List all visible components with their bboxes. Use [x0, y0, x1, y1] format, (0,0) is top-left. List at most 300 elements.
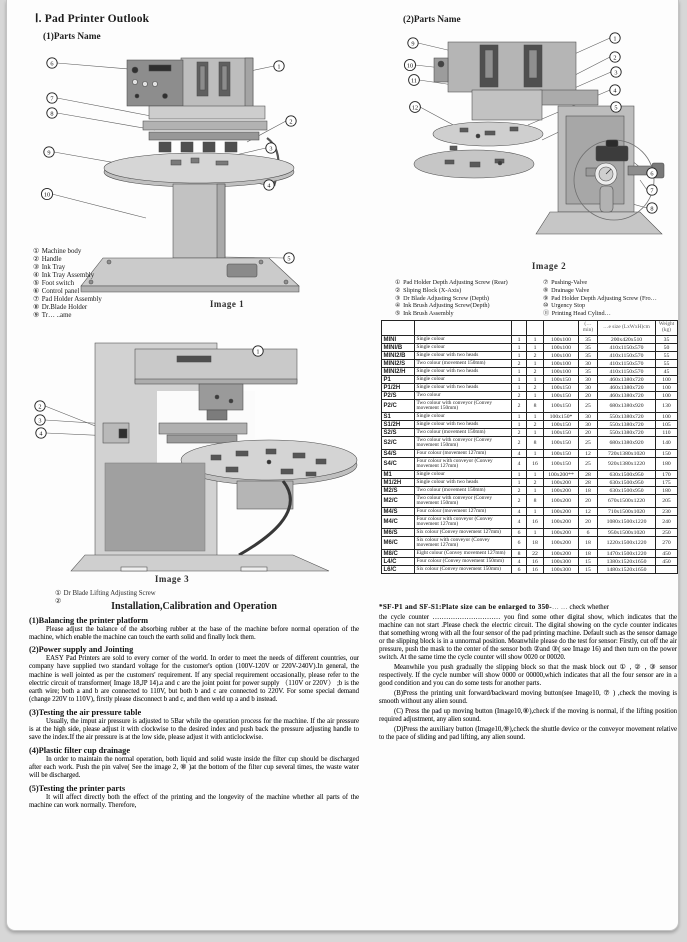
- machine-size-cell: 550x1380x720: [598, 421, 656, 429]
- parts-list-item: ⑦ Pad Holder Assembly: [33, 295, 102, 303]
- model-cell: P1/2H: [382, 384, 415, 392]
- parts-list-item: ⑥ Control panel: [33, 287, 80, 295]
- machine-size-cell: 680x1380x920: [598, 437, 656, 450]
- image-2-caption: Image 2: [531, 261, 567, 271]
- value-cell: 30: [579, 384, 598, 392]
- parts-list-item: ② Sliping Block (X-Axis): [395, 286, 462, 294]
- callout-number: 2: [289, 118, 293, 126]
- plate-size-cell: 100x150: [544, 450, 579, 458]
- value-cell: 16: [527, 566, 544, 574]
- parts-list-item: ⑨ Pad Holder Depth Adjusting Screw (Fro…: [543, 294, 657, 302]
- spec-table-row: [382, 458, 678, 471]
- value-cell: 35: [579, 336, 598, 344]
- paragraph-cycle-counter: the cycle counter ………………………… you find some other digital show, which indicates that the machine can not start .Please check the electric circuit. The digital showing on the cycle counter indicates that something wrong with all the four sensor of the pad printing machine. Default such as the sensor damage or the slipping block is in a unnormal position. Meanwhile please do the test for sensor: Firstly, cut off the air pressure, push the mask to the center of the sensor both ②and ③( see Image 16) and then turn on the power switch. At the same time the cycle counter will show 0020 or 00020.: [379, 614, 677, 661]
- parts-list-item: ⑪ Printing Head Cylind…: [543, 310, 611, 318]
- spec-table-row: [382, 516, 678, 529]
- value-cell: 2: [527, 479, 544, 487]
- parts-list-item: ① Pad Holder Depth Adjusting Screw (Rear): [395, 279, 508, 286]
- value-cell: 8: [527, 495, 544, 508]
- value-cell: 2: [512, 392, 527, 400]
- model-cell: MINI2/B: [382, 352, 415, 360]
- value-cell: 8: [527, 437, 544, 450]
- type-cell: Single colour with two heads: [415, 368, 512, 376]
- plate-size-cell: 100x200: [544, 537, 579, 550]
- machine-size-cell: 410x1150x570: [598, 360, 656, 368]
- callout-number: 4: [39, 430, 43, 438]
- col-header: [544, 321, 579, 336]
- type-cell: Six colour with conveyor (Convey movement 127mm): [415, 537, 512, 550]
- value-cell: 1: [512, 368, 527, 376]
- spec-table-row: [382, 471, 678, 479]
- plate-size-cell: 100x200: [544, 487, 579, 495]
- machine-size-cell: 1470x1500x1220: [598, 550, 656, 558]
- model-cell: MINI2/S: [382, 360, 415, 368]
- weight-cell: 240: [656, 516, 678, 529]
- type-cell: Four colour with conveyor (Convey movement 127mm): [415, 516, 512, 529]
- callout-number: 10: [43, 191, 51, 199]
- value-cell: 28: [579, 479, 598, 487]
- machine-size-cell: 950x1500x1020: [598, 529, 656, 537]
- image-2-parts-list-left: [395, 279, 545, 318]
- spec-table-row: [382, 429, 678, 437]
- value-cell: 22: [527, 550, 544, 558]
- value-cell: 35: [579, 352, 598, 360]
- type-cell: Two colour: [415, 392, 512, 400]
- value-cell: 1: [527, 487, 544, 495]
- callout-number: 3: [38, 417, 42, 425]
- value-cell: 20: [579, 516, 598, 529]
- col-header: [415, 321, 512, 336]
- value-cell: 15: [579, 566, 598, 574]
- value-cell: 30: [579, 360, 598, 368]
- parts-list-item: ⑨ Tr… ..ame: [33, 311, 72, 319]
- model-cell: S4/S: [382, 450, 415, 458]
- image-1-caption: Image 1: [209, 299, 245, 309]
- weight-cell: 100: [656, 413, 678, 421]
- image-2-illustration: [390, 28, 679, 266]
- pad-printer-two-head-view: [411, 42, 664, 234]
- callout-number: 2: [38, 403, 42, 411]
- callout-number: 6: [650, 170, 654, 178]
- type-cell: Single colour: [415, 336, 512, 344]
- plate-size-cell: 100x150: [544, 400, 579, 413]
- callout-number: 8: [50, 110, 54, 118]
- plate-size-cell: 100x100: [544, 368, 579, 376]
- spec-table-row: [382, 487, 678, 495]
- operation-section: [29, 784, 359, 810]
- pad-printer-side-view: [71, 343, 357, 571]
- value-cell: 2: [527, 421, 544, 429]
- plate-size-cell: 100x200: [544, 508, 579, 516]
- image-2-figure: [390, 28, 679, 266]
- spec-table-row: [382, 479, 678, 487]
- value-cell: 1: [512, 376, 527, 384]
- spec-table-body: [382, 336, 678, 574]
- value-cell: 20: [579, 429, 598, 437]
- plate-size-cell: 100x150: [544, 421, 579, 429]
- model-cell: M4/S: [382, 508, 415, 516]
- paragraph-step-b: (B)Press the printing unit forward/backward moving button(see Image10, ⑦ ) ,check the moving is smooth without any alien sound.: [379, 689, 677, 705]
- spec-table-row: [382, 537, 678, 550]
- spec-table-row: [382, 384, 678, 392]
- value-cell: 16: [527, 458, 544, 471]
- value-cell: 1: [527, 392, 544, 400]
- plate-size-cell: 100x150: [544, 392, 579, 400]
- page-title: Ⅰ. Pad Printer Outlook: [35, 13, 150, 25]
- spec-table-row: [382, 550, 678, 558]
- type-cell: Four colour (Convey movement 150mm): [415, 558, 512, 566]
- machine-size-cell: 920x1380x1220: [598, 458, 656, 471]
- plate-size-cell: 100x100: [544, 344, 579, 352]
- type-cell: Single colour: [415, 413, 512, 421]
- weight-cell: 270: [656, 537, 678, 550]
- operation-text-column: [29, 601, 359, 810]
- spec-table-row: [382, 368, 678, 376]
- spec-table-row: [382, 450, 678, 458]
- machine-size-cell: 200x420x510: [598, 336, 656, 344]
- weight-cell: 175: [656, 479, 678, 487]
- type-cell: Six colour (Convey movement 127mm): [415, 529, 512, 537]
- callout-number: 3: [269, 145, 273, 153]
- value-cell: 30: [579, 421, 598, 429]
- weight-cell: 100: [656, 376, 678, 384]
- value-cell: 18: [579, 550, 598, 558]
- col-header: (…min): [579, 321, 598, 336]
- parts-list-item: ③ Dr Blade Adjusting Screw (Depth): [395, 294, 489, 302]
- value-cell: 12: [579, 508, 598, 516]
- parts-list-item: ⑤ Ink Brush Assembly: [395, 310, 454, 318]
- value-cell: 1: [527, 529, 544, 537]
- type-cell: Single colour with two heads: [415, 479, 512, 487]
- value-cell: 1: [512, 421, 527, 429]
- parts-list-item: ⑩ Urgency Stop: [543, 302, 586, 310]
- weight-cell: 45: [656, 368, 678, 376]
- operation-section: [29, 616, 359, 642]
- machine-size-cell: 410x1150x570: [598, 352, 656, 360]
- callout-number: 6: [50, 60, 54, 68]
- value-cell: 1: [512, 336, 527, 344]
- spec-table-row: [382, 344, 678, 352]
- weight-cell: 230: [656, 508, 678, 516]
- parts-list-item: ① Machine body: [33, 248, 82, 255]
- model-cell: MINI2/H: [382, 368, 415, 376]
- type-cell: Two colour with conveyor (Convey movement 150mm): [415, 400, 512, 413]
- machine-size-cell: 630x1500x950: [598, 471, 656, 479]
- value-cell: 1: [527, 508, 544, 516]
- operation-section-body: Please adjust the balance of the absorbing rubber at the base of the machine before normal operation of the machine, which enable the machine can touch the earth solid and finally lock them.: [29, 625, 359, 641]
- callout-number: 9: [411, 40, 415, 48]
- weight-cell: [656, 566, 678, 574]
- model-cell: MINI: [382, 336, 415, 344]
- model-cell: S1/2H: [382, 421, 415, 429]
- image-2-parts-list-right: [543, 279, 679, 318]
- value-cell: 1: [512, 471, 527, 479]
- value-cell: 8: [512, 550, 527, 558]
- callout-number: 7: [50, 95, 54, 103]
- image-3-illustration: [31, 327, 366, 573]
- model-cell: L6/C: [382, 566, 415, 574]
- image-3-caption: Image 3: [154, 574, 190, 584]
- plate-size-cell: 100x200: [544, 550, 579, 558]
- plate-size-cell: 100x150: [544, 437, 579, 450]
- operation-heading: Installation,Calibration and Operation: [111, 601, 277, 612]
- col-header: [382, 321, 415, 336]
- value-cell: 2: [512, 360, 527, 368]
- table-note: *SF-P1 and SF-S1:Plate size can be enlarged to 350-: [379, 603, 552, 611]
- paragraph-slipping-block: Meanwhile you push gradually the slipping block so that the mask block out ① , ② , ③ sensor respectively. If the cycle number will show 0000 or 00000,which indicates that all the four sensor are in a good condition and you can do some tests for another parts.: [379, 663, 677, 687]
- type-cell: Two colour (movement 150mm): [415, 360, 512, 368]
- weight-cell: 180: [656, 458, 678, 471]
- type-cell: Two colour with conveyor (Convey movement 150mm): [415, 437, 512, 450]
- model-cell: M2/S: [382, 487, 415, 495]
- value-cell: 15: [579, 558, 598, 566]
- type-cell: Single colour: [415, 471, 512, 479]
- machine-size-cell: 460x1380x720: [598, 376, 656, 384]
- machine-size-cell: 550x1380x720: [598, 429, 656, 437]
- operation-section-heading: (1)Balancing the printer platform: [29, 615, 148, 625]
- type-cell: Single colour: [415, 376, 512, 384]
- weight-cell: 35: [656, 336, 678, 344]
- type-cell: Four colour with conveyor (Convey movement 127mm): [415, 458, 512, 471]
- model-cell: M6/S: [382, 529, 415, 537]
- model-cell: P1: [382, 376, 415, 384]
- weight-cell: 110: [656, 429, 678, 437]
- callout-number: 12: [411, 104, 419, 112]
- callout-number: 8: [650, 205, 654, 213]
- callout-number: 10: [406, 62, 414, 70]
- image-1-parts-list: [33, 248, 203, 320]
- value-cell: 4: [512, 508, 527, 516]
- parts-list-item: ③ Ink Tray: [33, 263, 66, 271]
- value-cell: 2: [527, 384, 544, 392]
- operation-section-body: Usually, the imput air pressure is adjusted to 5Bar while the operation process for the machine. If the air pressure is at the high side, please adjust it with clockwise to the desired index and push back the pressure adjusting handle to save the index.If the air pressure is at the low side, please adjust it with anticlockwise.: [29, 717, 359, 742]
- value-cell: 16: [527, 516, 544, 529]
- model-cell: S2/S: [382, 429, 415, 437]
- model-cell: M1/2H: [382, 479, 415, 487]
- callout-number: 9: [47, 149, 51, 157]
- spec-table-header-row: [382, 321, 678, 336]
- model-cell: L4/C: [382, 558, 415, 566]
- type-cell: Single colour with two heads: [415, 384, 512, 392]
- machine-size-cell: 710x1500x1020: [598, 508, 656, 516]
- value-cell: 35: [579, 344, 598, 352]
- plate-size-cell: 100x100: [544, 336, 579, 344]
- value-cell: 30: [579, 413, 598, 421]
- value-cell: 30: [579, 376, 598, 384]
- weight-cell: 180: [656, 487, 678, 495]
- value-cell: 2: [527, 352, 544, 360]
- operation-section-heading: (5)Testing the printer parts: [29, 783, 126, 793]
- value-cell: 4: [512, 558, 527, 566]
- lead-fragment: check whether: [569, 604, 609, 611]
- type-cell: Two colour (movement 150mm): [415, 429, 512, 437]
- type-cell: Single colour with two heads: [415, 352, 512, 360]
- spec-table-row: [382, 529, 678, 537]
- type-cell: Single colour: [415, 344, 512, 352]
- model-cell: MINI/B: [382, 344, 415, 352]
- value-cell: 2: [512, 495, 527, 508]
- spec-table-row: [382, 437, 678, 450]
- value-cell: 18: [579, 487, 598, 495]
- machine-size-cell: 1380x1520x1650: [598, 558, 656, 566]
- value-cell: 6: [512, 529, 527, 537]
- type-cell: Four colour (movement 127mm): [415, 450, 512, 458]
- model-cell: S2/C: [382, 437, 415, 450]
- value-cell: 4: [512, 458, 527, 471]
- parts-list-item: ⑦ Pushing-Valve: [543, 279, 588, 286]
- plate-size-cell: 100x200**: [544, 471, 579, 479]
- weight-cell: 100: [656, 384, 678, 392]
- callout-number: 5: [287, 255, 291, 263]
- callout-number: 1: [277, 63, 281, 71]
- spec-table-row: [382, 336, 678, 344]
- machine-size-cell: 1480x1520x1650: [598, 566, 656, 574]
- weight-cell: 150: [656, 450, 678, 458]
- type-cell: Single colour with two heads: [415, 421, 512, 429]
- paragraph-step-d: (D)Press the auxiliary button (Image10,⑨),check the shuttle device or the conveyor movement relative to the pace of sliding and pad lifting, any alien sound.: [379, 726, 677, 742]
- operation-sections: [29, 616, 359, 811]
- value-cell: 1: [527, 450, 544, 458]
- plate-size-cell: 100x200: [544, 479, 579, 487]
- plate-size-cell: 100x150: [544, 429, 579, 437]
- value-cell: 1: [527, 360, 544, 368]
- spec-table-row: [382, 352, 678, 360]
- value-cell: 2: [512, 400, 527, 413]
- value-cell: 25: [579, 400, 598, 413]
- plate-size-cell: 100x300: [544, 566, 579, 574]
- col-header-size: …e size (LxWxH)cm: [598, 321, 656, 336]
- model-cell: M1: [382, 471, 415, 479]
- plate-size-cell: 100x150: [544, 376, 579, 384]
- callout-number: 11: [410, 77, 418, 85]
- callout-number: 3: [614, 69, 618, 77]
- value-cell: 1: [512, 384, 527, 392]
- weight-cell: 50: [656, 344, 678, 352]
- value-cell: 16: [527, 558, 544, 566]
- model-cell: P2/S: [382, 392, 415, 400]
- weight-cell: 55: [656, 352, 678, 360]
- spec-table-row: [382, 360, 678, 368]
- plate-size-cell: 100x100: [544, 360, 579, 368]
- parts-list-item: ②: [55, 598, 62, 605]
- value-cell: 12: [579, 450, 598, 458]
- model-cell: S1: [382, 413, 415, 421]
- value-cell: 2: [512, 429, 527, 437]
- callout-number: 1: [613, 35, 617, 43]
- table-note-line: *SF-P1 and SF-S1:Plate size can be enlarged to 350-……check whether: [379, 603, 609, 611]
- machine-size-cell: 630x1500x950: [598, 487, 656, 495]
- value-cell: 1: [527, 376, 544, 384]
- value-cell: 4: [512, 516, 527, 529]
- col-header: [527, 321, 544, 336]
- weight-cell: 140: [656, 437, 678, 450]
- model-cell: S4/C: [382, 458, 415, 471]
- value-cell: 1: [512, 413, 527, 421]
- operation-section-heading: (2)Power supply and Jointing: [29, 645, 134, 655]
- parts-list-item: ⑧ Dr.Blade Holder: [33, 303, 88, 311]
- model-cell: M6/C: [382, 537, 415, 550]
- parts-list-item: ⑧ Drainage Valve: [543, 286, 590, 294]
- value-cell: 20: [579, 495, 598, 508]
- type-cell: Eight colour (Convey movement 127mm): [415, 550, 512, 558]
- machine-size-cell: 720x1380x1020: [598, 450, 656, 458]
- spec-table-row: [382, 421, 678, 429]
- weight-cell: 170: [656, 471, 678, 479]
- operation-section: [29, 645, 359, 704]
- spec-table-row: [382, 558, 678, 566]
- value-cell: 25: [579, 458, 598, 471]
- value-cell: 8: [527, 400, 544, 413]
- weight-cell: 130: [656, 400, 678, 413]
- model-cell: M4/C: [382, 516, 415, 529]
- callout-number: 7: [650, 187, 654, 195]
- operation-section: [29, 746, 359, 780]
- type-cell: Six colour (Convey movement 150mm): [415, 566, 512, 574]
- model-cell: M2/C: [382, 495, 415, 508]
- operation-section: [29, 708, 359, 742]
- value-cell: 4: [512, 450, 527, 458]
- callout-number: 4: [613, 87, 617, 95]
- machine-size-cell: 460x1380x720: [598, 392, 656, 400]
- parts-list-item: ④ Ink Brush Adjusting Screw(Depth): [395, 302, 490, 310]
- spec-table-row: [382, 508, 678, 516]
- parts-list-item: ① Dr Blade Lifting Adjusting Screw: [55, 590, 156, 597]
- value-cell: 6: [512, 537, 527, 550]
- value-cell: 2: [512, 487, 527, 495]
- col-header: [512, 321, 527, 336]
- value-cell: 2: [527, 368, 544, 376]
- spec-table-row: [382, 376, 678, 384]
- weight-cell: 105: [656, 421, 678, 429]
- callout-number: 1: [256, 348, 260, 356]
- plate-size-cell: 100x150: [544, 384, 579, 392]
- value-cell: 6: [579, 529, 598, 537]
- weight-cell: 450: [656, 558, 678, 566]
- value-cell: 25: [579, 437, 598, 450]
- plate-size-cell: 100x200: [544, 516, 579, 529]
- value-cell: 20: [579, 392, 598, 400]
- plate-size-cell: 100x200: [544, 495, 579, 508]
- weight-cell: 450: [656, 550, 678, 558]
- plate-size-cell: 100x300: [544, 558, 579, 566]
- spec-table-row: [382, 495, 678, 508]
- value-cell: 1: [527, 336, 544, 344]
- plate-size-cell: 100x150*: [544, 413, 579, 421]
- operation-section-body: It will affect directly both the effect of the printing and the longevity of the machine whether all parts of the machine can work normally. Therefore,: [29, 793, 359, 809]
- plate-size-cell: 100x150: [544, 458, 579, 471]
- col-header-weight: Weight (kg): [656, 321, 678, 336]
- parts-list-item: ④ Ink Tray Assembly: [33, 271, 95, 279]
- machine-size-cell: 670x1500x1220: [598, 495, 656, 508]
- value-cell: 2: [512, 437, 527, 450]
- image-3-figure: [31, 327, 366, 573]
- machine-size-cell: 410x1150x570: [598, 368, 656, 376]
- value-cell: 18: [579, 537, 598, 550]
- model-cell: P2/C: [382, 400, 415, 413]
- value-cell: 1: [512, 352, 527, 360]
- operation-section-heading: (4)Plastic filter cup drainage: [29, 745, 131, 755]
- plate-size-cell: 100x200: [544, 529, 579, 537]
- spec-table-row: [382, 392, 678, 400]
- machine-size-cell: 630x1500x950: [598, 479, 656, 487]
- type-cell: Four colour (movement 127mm): [415, 508, 512, 516]
- value-cell: 1: [527, 413, 544, 421]
- paragraph-step-c: (C) Press the pad up moving button (Image10,⑧),check if the moving is normal, if the lifting position required adjustment, any alien sound.: [379, 708, 677, 723]
- spec-table: [381, 320, 678, 574]
- plate-size-cell: 100x100: [544, 352, 579, 360]
- callout-number: 4: [267, 182, 271, 190]
- callout-number: 5: [614, 104, 618, 112]
